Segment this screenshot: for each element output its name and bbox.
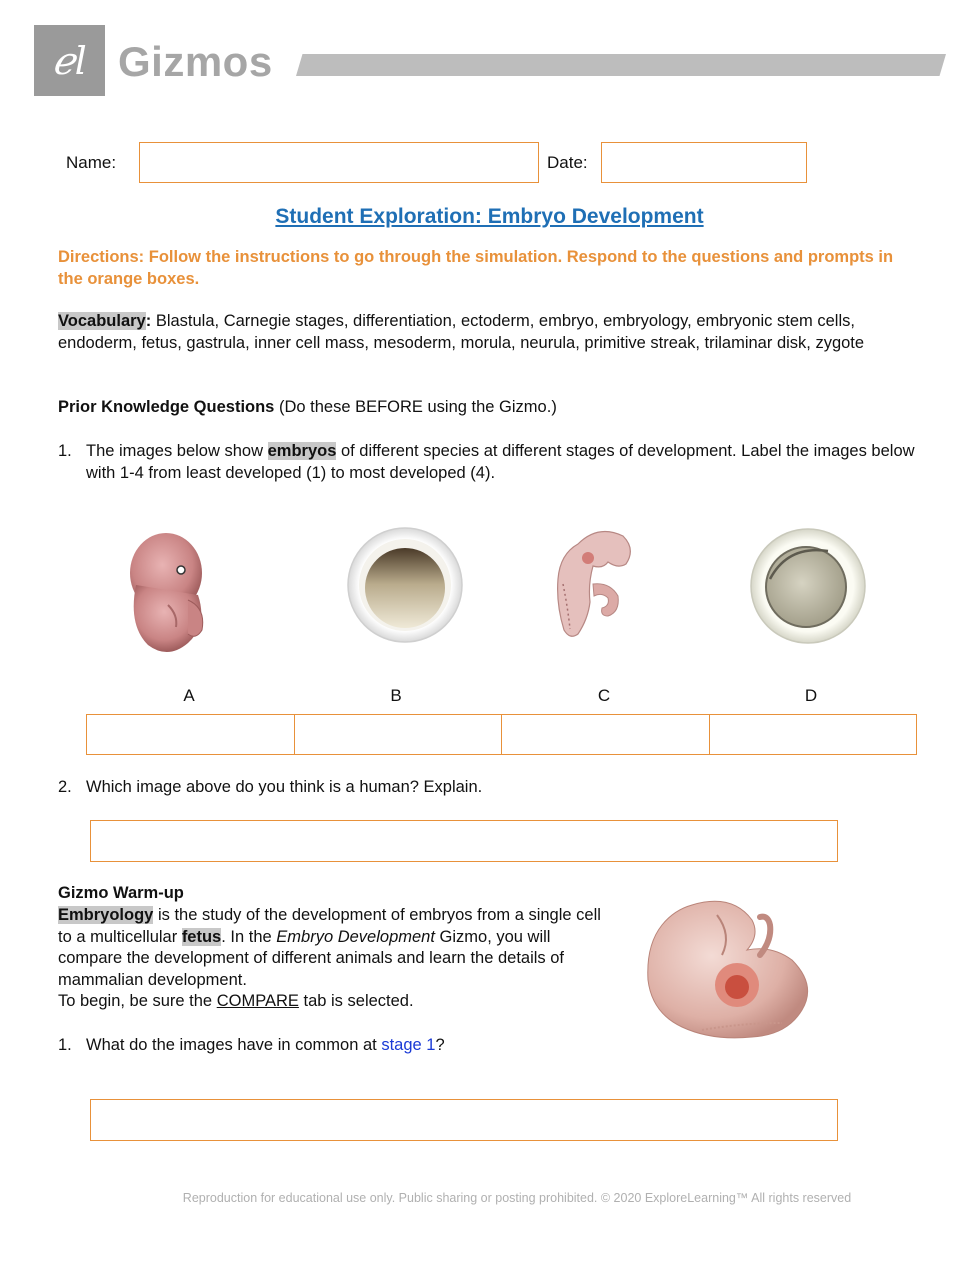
- header-bar: [296, 54, 946, 76]
- footer-copyright: Reproduction for educational use only. Public sharing or posting prohibited. © 2020 ExploreLearning™ All rights reserved: [182, 1191, 852, 1205]
- compare-tab-reference: COMPARE: [216, 992, 299, 1010]
- date-label: Date:: [547, 153, 588, 172]
- embryo-image-c: [548, 524, 636, 642]
- vocabulary-paragraph: Vocabulary: Blastula, Carnegie stages, differentiation, ectoderm, embryo, embryology, embryonic stem cells, endoderm, fetus, gastrula, inner cell mass, mesoderm, morula, neurula, primitive streak, trilaminar disk, zygote: [58, 312, 865, 352]
- embryo-image-b: [346, 526, 464, 644]
- warmup-begin: To begin, be sure the COMPARE tab is selected.: [58, 992, 414, 1010]
- brand-logo: [34, 25, 105, 96]
- image-label-c: C: [597, 686, 611, 705]
- image-label-a: A: [183, 686, 195, 705]
- answer-box-b[interactable]: [294, 714, 502, 755]
- page-title: Student Exploration: Embryo Development: [275, 205, 704, 228]
- question-1-text: The images below show embryos of different species at different stages of development. Label the images below with 1-4 from least developed (1) to most developed (4).: [86, 442, 915, 482]
- question-1-number: 1.: [58, 442, 72, 460]
- vocabulary-label: Vocabulary: [58, 312, 146, 330]
- vocabulary-terms: Blastula, Carnegie stages, differentiation, ectoderm, embryo, embryology, embryonic stem cells, endoderm, fetus, gastrula, inner cell mass, mesoderm, morula, neurula, primitive streak, trilaminar disk, zygote: [58, 312, 865, 352]
- fetus-term: fetus: [181, 927, 222, 946]
- warmup-paragraph: Embryology is the study of the development of embryos from a single cell to a multicellular fetus. In the Embryo Development Gizmo, you will compare the development of different animals and learn the details of mammalian development.: [58, 906, 601, 989]
- question-2-text: Which image above do you think is a human? Explain.: [86, 778, 483, 796]
- answer-box-question-2[interactable]: [90, 820, 838, 862]
- answer-box-a[interactable]: [86, 714, 295, 755]
- question-2-number: 2.: [58, 778, 72, 796]
- warmup-question-1-number: 1.: [58, 1036, 72, 1054]
- embryology-term: Embryology: [58, 906, 154, 924]
- date-field[interactable]: [601, 142, 807, 183]
- answer-box-d[interactable]: [709, 714, 917, 755]
- embryo-image-a: [118, 525, 218, 660]
- warmup-heading: Gizmo Warm-up: [58, 884, 184, 902]
- explorelearning-logo-icon: ℯl: [52, 38, 87, 83]
- answer-box-c[interactable]: [501, 714, 710, 755]
- image-label-b: B: [390, 686, 402, 705]
- embryos-term: embryos: [267, 442, 337, 460]
- name-field[interactable]: [139, 142, 539, 183]
- stage-1-link[interactable]: stage 1: [381, 1036, 436, 1054]
- embryo-image-d: [748, 527, 868, 645]
- directions-text: Directions: Follow the instructions to go through the simulation. Respond to the questions and prompts in the orange boxes.: [58, 248, 894, 288]
- embryo-illustration: [642, 895, 818, 1045]
- warmup-question-1-text: What do the images have in common at stage 1?: [86, 1036, 445, 1054]
- image-label-d: D: [804, 686, 818, 705]
- name-label: Name:: [66, 153, 117, 172]
- answer-box-warmup-question-1[interactable]: [90, 1099, 838, 1141]
- brand-name: Gizmos: [118, 38, 273, 85]
- prior-knowledge-heading: Prior Knowledge Questions (Do these BEFORE using the Gizmo.): [58, 398, 557, 416]
